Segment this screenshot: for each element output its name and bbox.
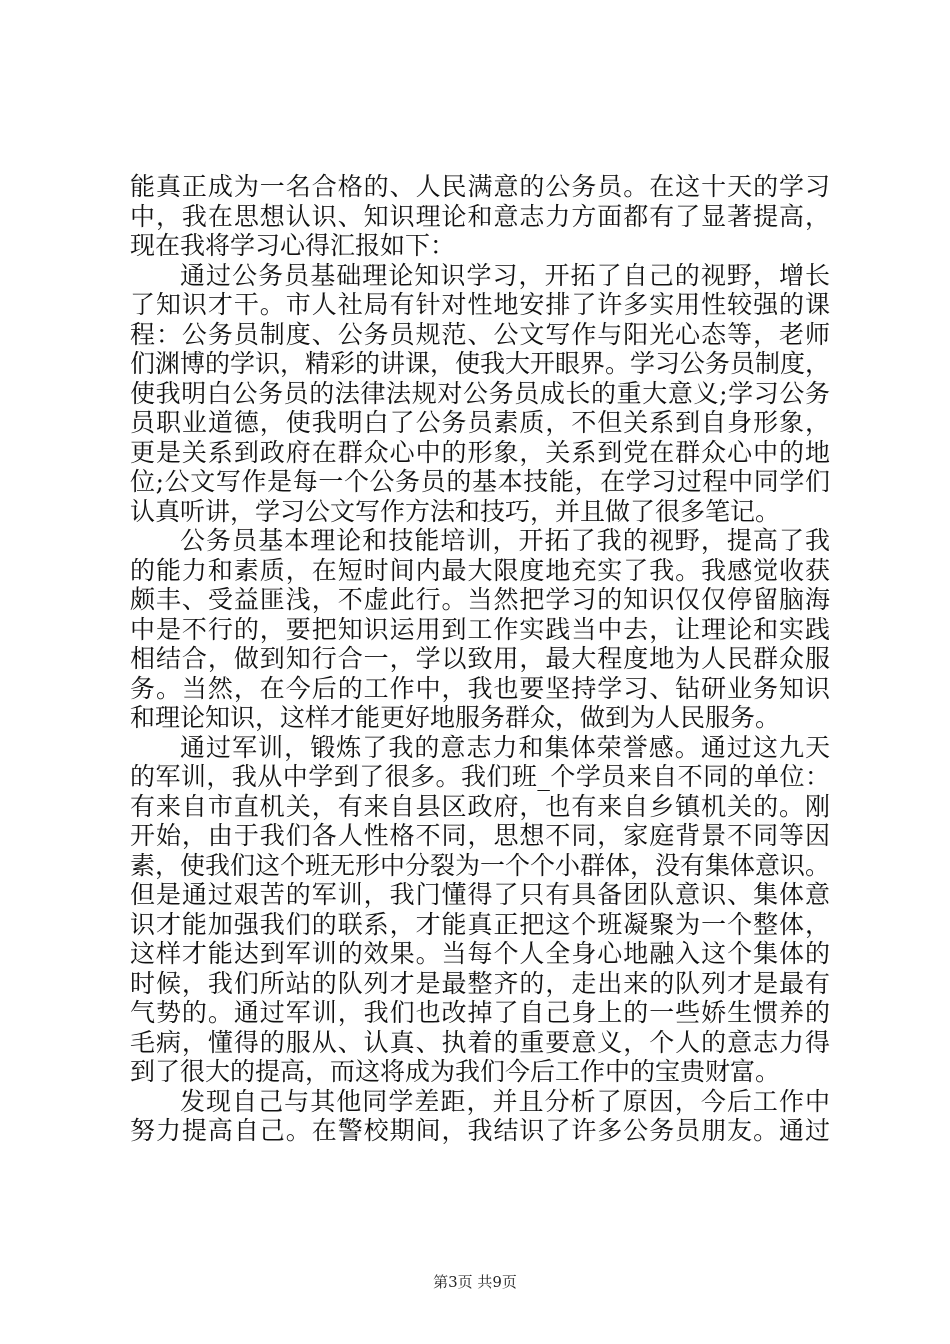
text-line: 通过军训，锻炼了我的意志力和集体荣誉感。通过这九天 — [180, 732, 830, 762]
text-line: 气势的。通过军训，我们也改掉了自己身上的一些娇生惯养的 — [130, 998, 830, 1027]
paragraph — [130, 1087, 830, 1146]
text-line: 识才能加强我们的联系，才能真正把这个班凝聚为一个整体， — [130, 909, 830, 939]
text-line: 相结合，做到知行合一，学以致用，最大程度地为人民群众服 — [130, 644, 830, 673]
text-line: 更是关系到政府在群众心中的形象，关系到党在群众心中的地 — [130, 437, 830, 467]
text-line: 现在我将学习心得汇报如下： — [130, 231, 456, 260]
text-line: 认真听讲，学习公文写作方法和技巧，并且做了很多笔记。 — [130, 496, 781, 526]
text-line: 使我明白公务员的法律法规对公务员成长的重大意义;学习公务 — [130, 378, 830, 408]
text-line: 这样才能达到军训的效果。当每个人全身心地融入这个集体的 — [130, 939, 830, 968]
text-line: 但是通过艰苦的军训，我门懂得了只有具备团队意识、集体意 — [130, 880, 830, 909]
text-line: 颇丰、受益匪浅，不虚此行。当然把学习的知识仅仅停留脑海 — [130, 585, 830, 614]
paragraph — [130, 526, 830, 733]
text-line: 时候，我们所站的队列才是最整齐的，走出来的队列才是最有 — [130, 968, 830, 998]
text-line: 位;公文写作是每一个公务员的基本技能，在学习过程中同学们 — [130, 467, 830, 496]
paragraph — [130, 172, 830, 261]
text-line: 了知识才干。市人社局有针对性地安排了许多实用性较强的课 — [130, 290, 830, 319]
text-line: 员职业道德，使我明白了公务员素质，不但关系到自身形象， — [130, 408, 830, 437]
page-number: 第3页 共9页 — [433, 1273, 517, 1291]
text-line: 和理论知识，这样才能更好地服务群众，做到为人民服务。 — [130, 703, 781, 732]
text-line: 开始，由于我们各人性格不同，思想不同，家庭背景不同等因 — [130, 821, 830, 850]
text-line: 到了很大的提高，而这将成为我们今后工作中的宝贵财富。 — [130, 1057, 781, 1086]
text-line: 努力提高自己。在警校期间，我结识了许多公务员朋友。通过 — [130, 1116, 830, 1145]
text-line: 毛病，懂得的服从、认真、执着的重要意义，个人的意志力得 — [130, 1027, 830, 1057]
text-line: 有来自市直机关，有来自县区政府，也有来自乡镇机关的。刚 — [130, 791, 830, 821]
text-line: 通过公务员基础理论知识学习，开拓了自己的视野，增长 — [180, 260, 830, 290]
text-line: 公务员基本理论和技能培训，开拓了我的视野，提高了我 — [180, 526, 830, 555]
document-body — [130, 172, 830, 1146]
text-line: 能真正成为一名合格的、人民满意的公务员。在这十天的学习 — [130, 172, 830, 201]
text-line: 发现自己与其他同学差距，并且分析了原因，今后工作中 — [180, 1086, 830, 1116]
text-line: 中，我在思想认识、知识理论和意志力方面都有了显著提高， — [130, 201, 830, 231]
text-line: 务。当然，在今后的工作中，我也要坚持学习、钻研业务知识 — [130, 673, 830, 703]
text-line: 的能力和素质，在短时间内最大限度地充实了我。我感觉收获 — [130, 555, 830, 585]
text-line: 们渊博的学识，精彩的讲课，使我大开眼界。学习公务员制度， — [130, 349, 831, 378]
paragraph — [130, 733, 830, 1087]
text-line: 的军训，我从中学到了很多。我们班_个学员来自不同的单位： — [130, 762, 830, 791]
text-line: 素，使我们这个班无形中分裂为一个个小群体，没有集体意识。 — [130, 850, 831, 880]
paragraph — [130, 261, 830, 527]
text-line: 程：公务员制度、公务员规范、公文写作与阳光心态等，老师 — [130, 319, 830, 349]
text-line: 中是不行的，要把知识运用到工作实践当中去，让理论和实践 — [130, 614, 830, 644]
